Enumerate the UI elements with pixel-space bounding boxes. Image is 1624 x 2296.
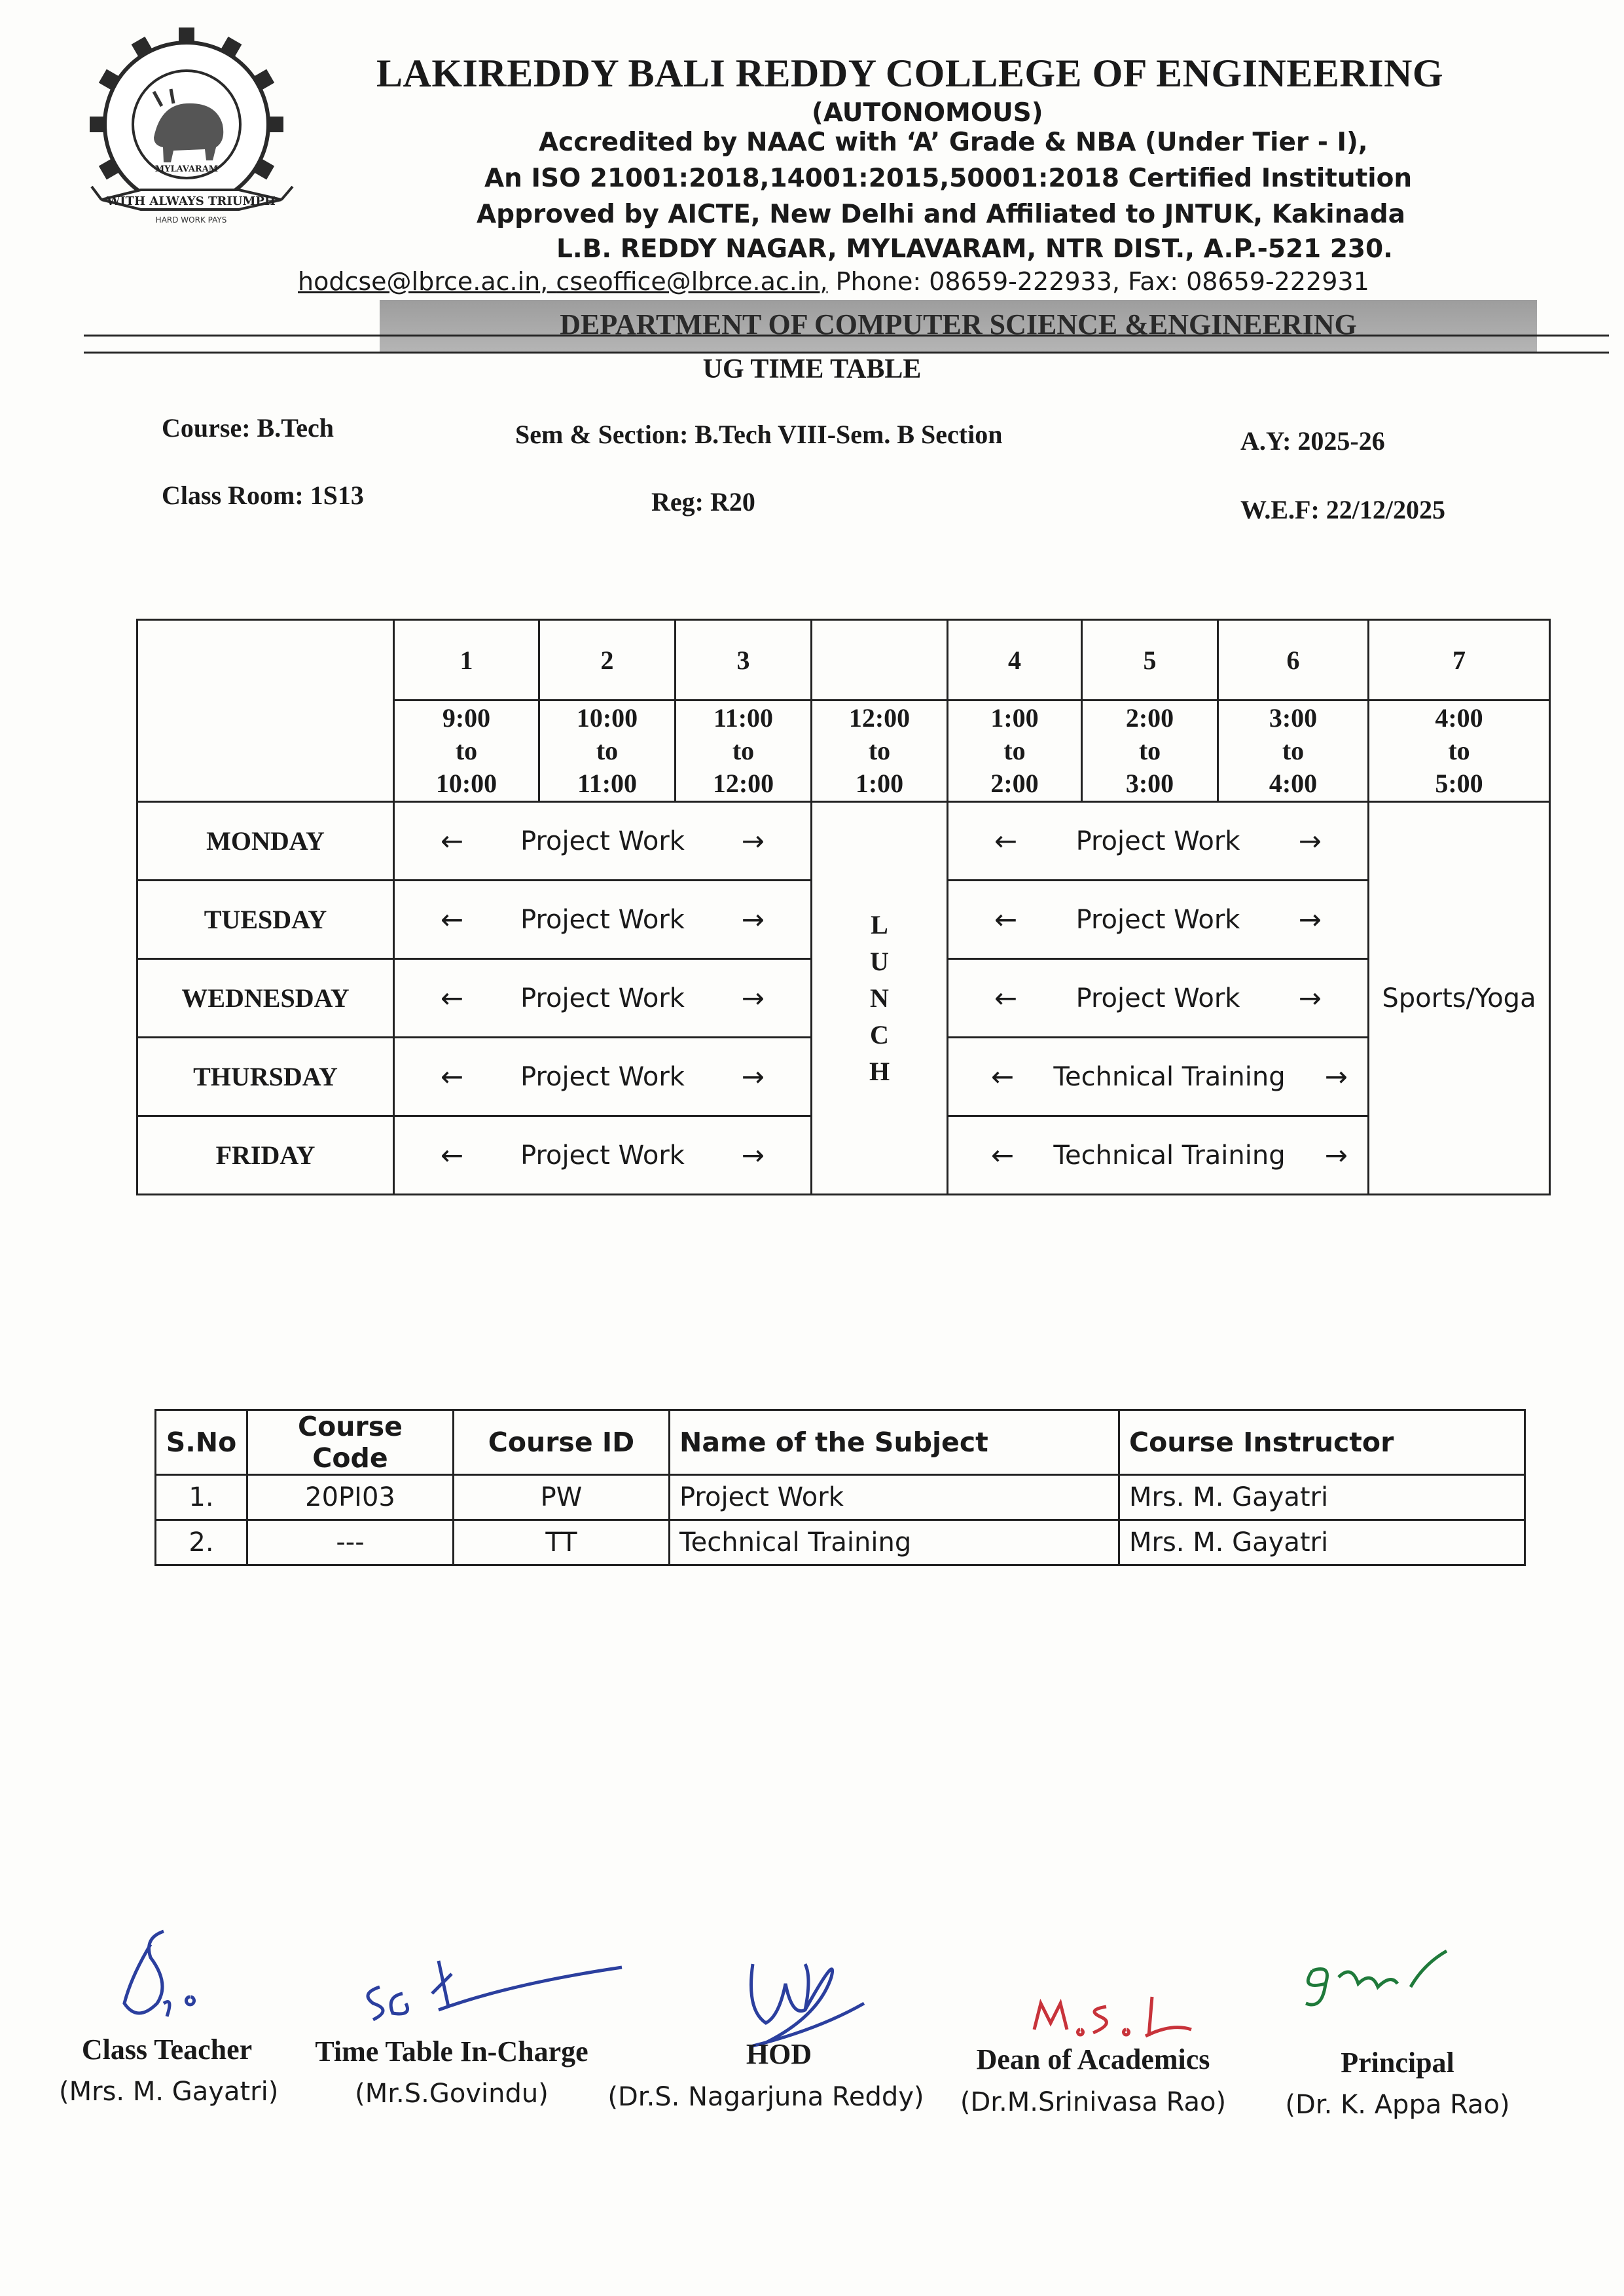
day-label: THURSDAY (137, 1038, 394, 1116)
morning-slot: ← Project Work → (394, 959, 812, 1038)
col-course-code: Course Code (247, 1410, 454, 1475)
period-time: 2:00 to 3:00 (1082, 701, 1218, 802)
contact-line: hodcse@lbrce.ac.in, cseoffice@lbrce.ac.in, Phone: 08659-222933, Fax: 08659-222931 (298, 267, 1369, 296)
timetable (136, 619, 1551, 1195)
period-time: 4:00 to 5:00 (1369, 701, 1550, 802)
sig-class-teacher-title: Class Teacher (81, 2033, 253, 2066)
day-label: FRIDAY (137, 1116, 394, 1195)
afternoon-slot: ← Project Work → (948, 802, 1369, 881)
arrow-left-icon: ← (441, 1139, 464, 1171)
cell-sno: 2. (156, 1520, 247, 1565)
svg-text:HARD WORK PAYS: HARD WORK PAYS (155, 215, 227, 225)
col-subject-name: Name of the Subject (670, 1410, 1119, 1475)
sig-hod-name: (Dr.S. Nagarjuna Reddy) (607, 2082, 924, 2112)
arrow-left-icon: ← (441, 825, 464, 857)
arrow-right-icon: → (741, 982, 765, 1014)
col-sno: S.No (156, 1410, 247, 1475)
afternoon-slot: ← Project Work → (948, 881, 1369, 959)
sig-hod-title: HOD (746, 2038, 812, 2070)
academic-year: A.Y: 2025-26 (1240, 426, 1385, 456)
day-row-monday (137, 802, 1550, 881)
morning-slot: ← Project Work → (394, 1116, 812, 1195)
cell-instructor: Mrs. M. Gayatri (1119, 1520, 1525, 1565)
period-time: 11:00 to 12:00 (676, 701, 812, 802)
arrow-left-icon: ← (441, 982, 464, 1014)
afternoon-slot: ← Technical Training → (948, 1116, 1369, 1195)
day-label: TUESDAY (137, 881, 394, 959)
day-label: MONDAY (137, 802, 394, 881)
sig-timetable-incharge-title: Time Table In-Charge (315, 2035, 588, 2068)
cell-course-id: TT (454, 1520, 670, 1565)
timetable-incharge-signature (340, 1948, 641, 2039)
period-number: 2 (539, 620, 676, 701)
email-hod-link[interactable]: hodcse@lbrce.ac.in (298, 267, 541, 296)
email-office-link[interactable]: cseoffice@lbrce.ac.in (556, 267, 820, 296)
svg-text:MYLAVARAM: MYLAVARAM (154, 164, 219, 174)
arrow-left-icon: ← (991, 1061, 1015, 1093)
class-room: Class Room: 1S13 (162, 481, 364, 510)
courses-table (154, 1409, 1526, 1566)
cell-course-id: PW (454, 1475, 670, 1520)
sig-timetable-incharge-name: (Mr.S.Govindu) (355, 2079, 549, 2109)
table-row (156, 1520, 1525, 1565)
sig-principal-name: (Dr. K. Appa Rao) (1285, 2090, 1510, 2120)
arrow-left-icon: ← (441, 903, 464, 936)
lunch-cell: L U N C H (812, 802, 948, 1195)
arrow-right-icon: → (1298, 903, 1322, 936)
day-label: WEDNESDAY (137, 959, 394, 1038)
table-row (156, 1475, 1525, 1520)
doc-title: UG TIME TABLE (702, 354, 922, 384)
with-effect-from: W.E.F: 22/12/2025 (1240, 495, 1445, 524)
cell-sno: 1. (156, 1475, 247, 1520)
phone-fax: Phone: 08659-222933, Fax: 08659-222931 (835, 267, 1369, 296)
accreditation-line: Accredited by NAAC with ‘A’ Grade & NBA (Under Tier - I), (539, 128, 1368, 157)
arrow-right-icon: → (1324, 1061, 1348, 1093)
period-number: 1 (394, 620, 539, 701)
sports-yoga-cell: Sports/Yoga (1369, 802, 1550, 1195)
period-number: 5 (1082, 620, 1218, 701)
col-course-id: Course ID (454, 1410, 670, 1475)
arrow-left-icon: ← (994, 982, 1018, 1014)
arrow-right-icon: → (1324, 1139, 1348, 1171)
sig-dean-name: (Dr.M.Srinivasa Rao) (960, 2087, 1227, 2117)
arrow-left-icon: ← (441, 1061, 464, 1093)
college-logo (88, 26, 304, 242)
arrow-left-icon: ← (994, 903, 1018, 936)
corner-cell (137, 620, 394, 802)
period-time: 1:00 to 2:00 (948, 701, 1082, 802)
period-time: 12:00 to 1:00 (812, 701, 948, 802)
address-line: L.B. REDDY NAGAR, MYLAVARAM, NTR DIST., A.P.-521 230. (556, 234, 1393, 264)
cell-course-code: --- (247, 1520, 454, 1565)
morning-slot: ← Project Work → (394, 1038, 812, 1116)
cell-subject-name: Technical Training (670, 1520, 1119, 1565)
arrow-right-icon: → (741, 1139, 765, 1171)
department-title: DEPARTMENT OF COMPUTER SCIENCE &ENGINEERING (560, 308, 1357, 340)
arrow-right-icon: → (741, 903, 765, 936)
regulation: Reg: R20 (651, 487, 755, 517)
sem-section-label: Sem & Section: B.Tech VIII-Sem. B Section (515, 420, 1003, 449)
courses-header-row (156, 1410, 1525, 1475)
period-number: 4 (948, 620, 1082, 701)
arrow-left-icon: ← (994, 825, 1018, 857)
cell-subject-name: Project Work (670, 1475, 1119, 1520)
iso-line: An ISO 21001:2018,14001:2015,50001:2018 Certified Institution (484, 164, 1413, 193)
cell-instructor: Mrs. M. Gayatri (1119, 1475, 1525, 1520)
arrow-left-icon: ← (991, 1139, 1015, 1171)
arrow-right-icon: → (1298, 982, 1322, 1014)
arrow-right-icon: → (1298, 825, 1322, 857)
sig-dean-title: Dean of Academics (976, 2043, 1210, 2075)
lunch-number-cell (812, 620, 948, 701)
arrow-right-icon: → (741, 825, 765, 857)
morning-slot: ← Project Work → (394, 802, 812, 881)
period-number: 7 (1369, 620, 1550, 701)
sig-class-teacher-name: (Mrs. M. Gayatri) (59, 2077, 279, 2107)
period-time: 9:00 to 10:00 (394, 701, 539, 802)
autonomous-label: (AUTONOMOUS) (812, 98, 1043, 128)
afternoon-slot: ← Technical Training → (948, 1038, 1369, 1116)
arrow-right-icon: → (741, 1061, 765, 1093)
class-teacher-signature (92, 1918, 236, 2036)
period-number-row (137, 620, 1550, 701)
principal-signature (1293, 1938, 1470, 2016)
course-label: Course: B.Tech (162, 413, 334, 443)
approval-line: Approved by AICTE, New Delhi and Affiliated to JNTUK, Kakinada (477, 200, 1405, 229)
period-time: 10:00 to 11:00 (539, 701, 676, 802)
cell-course-code: 20PI03 (247, 1475, 454, 1520)
dean-signature (1021, 1984, 1204, 2049)
svg-text:WITH ALWAYS TRIUMPH: WITH ALWAYS TRIUMPH (107, 194, 276, 208)
period-time: 3:00 to 4:00 (1218, 701, 1369, 802)
sig-principal-title: Principal (1341, 2047, 1454, 2079)
period-number: 3 (676, 620, 812, 701)
college-name: LAKIREDDY BALI REDDY COLLEGE OF ENGINEERING (376, 52, 1444, 95)
col-instructor: Course Instructor (1119, 1410, 1525, 1475)
morning-slot: ← Project Work → (394, 881, 812, 959)
afternoon-slot: ← Project Work → (948, 959, 1369, 1038)
period-number: 6 (1218, 620, 1369, 701)
